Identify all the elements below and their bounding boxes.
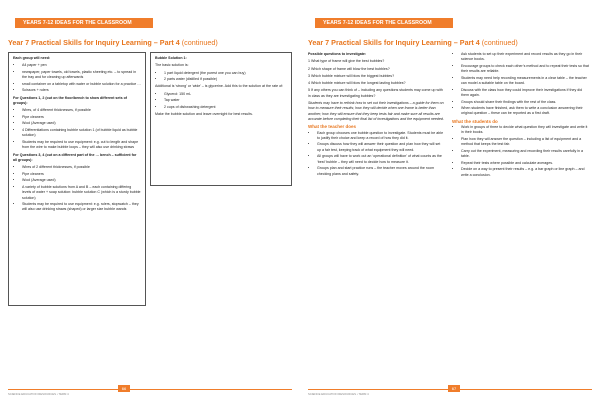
list-item: • All groups will have to work out an ‘operational definition’ of what counts as the ‘best’ bubble – they will need to decide how to measure it. xyxy=(317,154,444,165)
list-item: • small container on a tabletop with water or bubble solution for a practice … xyxy=(22,82,141,87)
list-item: • Wool (Average used) xyxy=(22,178,141,183)
question-item: 4 Which bubble mixture will blow the longest lasting bubbles? xyxy=(308,81,406,86)
section-banner: YEARS 7-12 IDEAS FOR THE CLASSROOM xyxy=(15,18,153,28)
page-number: 66 xyxy=(118,385,130,392)
list-item: • 4 Differentiations containing bubble solution 1 (of bubble liquid as bubble solution) xyxy=(22,128,141,139)
list-item: • Discuss with the class how they could improve their investigations if they did them again. xyxy=(461,88,590,99)
questions-heading: Possible questions to investigate: xyxy=(308,52,367,56)
page-title-continued: (continued) xyxy=(181,38,218,47)
list-item: • Repeat their tests where possible and calculate averages. xyxy=(461,161,590,166)
paragraph: The basic solution is: xyxy=(155,63,189,68)
right-page xyxy=(300,0,600,400)
list-item: • Work in groups of three to decide what question they will investigate and write it in their books. xyxy=(461,125,590,136)
question-item: 5 If any others you can think of – including any questions students may come up with in class as they are investigating bubbles? xyxy=(308,88,443,98)
list-item: • Students may be required to use equipment: e.g. cut to length and shape from the wire to make bubble loops – they will also use drinking straws xyxy=(22,140,141,151)
page-footer xyxy=(308,386,592,396)
question-item: 1 What type of frame will give the best bubbles? xyxy=(308,59,385,64)
list-item: • 1 part liquid detergent (the purest one you can buy) xyxy=(164,71,287,76)
page-title-text: Year 7 Practical Skills for Inquiry Learning – Part 4 xyxy=(308,38,480,47)
list-item: • Scissors + rulers xyxy=(22,88,141,93)
page-number: 67 xyxy=(448,385,460,392)
right-column-2 xyxy=(452,52,590,180)
students-heading: What the students do xyxy=(452,118,498,124)
questions-3-4-heading: For Questions 3, 4 (out on a different part of the … bench – sufficient for all groups): xyxy=(13,152,137,162)
teacher-heading: What the teacher does xyxy=(308,124,357,130)
question-item: 2 Which shape of frame will blow the best bubbles? xyxy=(308,66,390,71)
equipment-list xyxy=(13,56,141,215)
paragraph: Make the bubble solution and leave overnight for best results. xyxy=(155,112,253,117)
list-item: • Tap water xyxy=(164,98,287,103)
equipment-box xyxy=(8,52,146,306)
list-item: • Groups plan and start practice runs – the teacher moves around the room checking plans and safety. xyxy=(317,166,444,177)
list-item: • 2 cups of dishwashing detergent xyxy=(164,105,287,110)
list-item: • Groups discuss how they will answer their question and plan how they will set up a fair test, keeping track of what equipment they will need. xyxy=(317,142,444,153)
page-title-text: Year 7 Practical Skills for Inquiry Learning – Part 4 xyxy=(8,38,180,47)
right-column-1 xyxy=(308,52,444,179)
list-item: • Students may be required to use equipment: e.g. rulers, stopwatch – they will also use drinking straws (shaped) or larger size bubble wands xyxy=(22,202,141,213)
list-item: • Wires of 2 different thicknesses, if possible xyxy=(22,165,141,170)
questions-1-2-heading: For Questions 1, 2 (out on the floor/bench to show different sets of groups): xyxy=(13,95,128,105)
list-item: • Ask students to set up their experiment and record results as they go in their science books. xyxy=(461,52,590,63)
list-item: • A4 paper + pen xyxy=(22,63,141,68)
list-item: • Carry out the experiment, measuring and recording their results carefully in a table. xyxy=(461,149,590,160)
question-item: 3 Which bubble mixture will blow the biggest bubbles? xyxy=(308,73,395,78)
list-item: • 2 parts water (distilled if possible) xyxy=(164,77,287,82)
bubble-solution-heading: Bubble Solution 1: xyxy=(155,56,187,60)
paragraph: Additional is ‘strong’ or ‘wide’ – is glycerine. Add this to the solution at the rate of: xyxy=(155,84,284,89)
list-item: • Wires, of 4 different thicknesses, if possible xyxy=(22,108,141,113)
list-item: • Each group chooses one bubble question to investigate. Students must be able to justify their choice and keep a record of how they did it. xyxy=(317,131,444,142)
list-item: • Glycerol: 150 mL xyxy=(164,92,287,97)
list-item: • Pipe cleaners xyxy=(22,172,141,177)
list-item: • Encourage groups to check each other’s method and to repeat their tests so that their results are reliable. xyxy=(461,64,590,75)
page-title xyxy=(308,38,518,47)
footer-text: SCIENCE EDUCATION RESOURCES • TERM 4 xyxy=(8,392,69,396)
list-item: • Decide on a way to present their results – e.g. a bar graph or line graph – and write a conclusion. xyxy=(461,167,590,178)
list-item: • When students have finished, ask them to write a conclusion answering their original question – these can be reported as a first draft. xyxy=(461,106,590,117)
section-banner: YEARS 7-12 IDEAS FOR THE CLASSROOM xyxy=(315,18,453,28)
list-item: • Groups should share their findings with the rest of the class. xyxy=(461,100,590,105)
page-title xyxy=(8,38,218,47)
footer-text: SCIENCE EDUCATION RESOURCES • TERM 4 xyxy=(308,392,369,396)
bubble-solution-box xyxy=(150,52,292,186)
list-item: • Plan how they will answer the question – including a list of equipment and a method that keeps the test fair. xyxy=(461,137,590,148)
list-item: • Pipe cleaners xyxy=(22,115,141,120)
page-title-continued: (continued) xyxy=(481,38,518,47)
page-footer xyxy=(8,386,292,396)
bubble-solution-text xyxy=(155,56,287,120)
list-item: • A variety of bubble solutions from A and B – each containing differing levels of water + soap solution: bubble solution C (which is a sturdy bubble solution) xyxy=(22,185,141,201)
list-item: • Students may need help recording measurements in a clear table – the teacher can model a suitable table on the board. xyxy=(461,76,590,87)
italic-paragraph: Students may have to rethink how to set out their investigations – a guide for them on how to measure their results; how they will decide when one frame is better than another; how they will ensure that they keep tests fair and make sure all results are accurate before completing their final list of investigations and the equipment needed. xyxy=(308,101,444,121)
list-item: • newspaper, paper towels, old towels, plastic sheeting etc. – to spread in the tray and for cleaning up afterwards xyxy=(22,70,141,81)
equipment-heading: Each group will need: xyxy=(13,56,51,60)
list-item: • Wool (Average used) xyxy=(22,121,141,126)
